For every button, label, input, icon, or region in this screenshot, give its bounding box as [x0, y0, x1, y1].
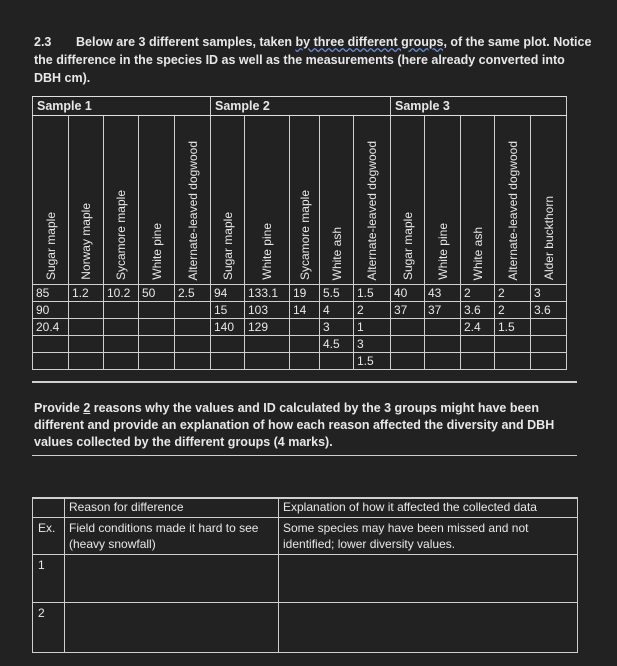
answer-table [32, 497, 578, 653]
species-header [495, 116, 531, 285]
dbh-value-cell [211, 336, 245, 353]
dbh-value-cell [104, 302, 139, 319]
dbh-value-cell: 37 [391, 302, 425, 319]
dbh-value-cell [139, 336, 175, 353]
dbh-value-cell [139, 353, 175, 370]
dbh-value-cell: 2 [495, 285, 531, 302]
species-label: Sugar maple [400, 211, 415, 280]
value-row [33, 353, 567, 370]
dbh-value-cell [245, 353, 290, 370]
dbh-value-cell: 2 [495, 302, 531, 319]
dbh-value-cell [495, 353, 531, 370]
value-row [33, 302, 567, 319]
reason-cell-example: Field conditions made it hard to see (heavy snowfall) [65, 518, 279, 555]
sample-2-title: Sample 2 [211, 97, 391, 116]
question-text-part2: of the same plot. Notice the difference in the species ID as well as the measurements (here already converted into DBH cm). [34, 35, 592, 85]
dbh-value-cell [33, 336, 69, 353]
dbh-value-cell: 94 [211, 285, 245, 302]
prompt-underlined: 2 [83, 401, 91, 415]
dbh-value-cell [104, 319, 139, 336]
species-label: White pine [149, 223, 164, 280]
dbh-value-cell [139, 302, 175, 319]
reason-cell-2[interactable] [65, 603, 279, 653]
species-header [33, 116, 69, 285]
dbh-value-cell: 3.6 [461, 302, 495, 319]
dbh-value-cell: 20.4 [33, 319, 69, 336]
dbh-value-cell: 2.5 [175, 285, 211, 302]
dbh-value-cell [461, 353, 495, 370]
prompt-part1: Provide [34, 401, 84, 415]
dbh-value-cell: 1.5 [495, 319, 531, 336]
species-label: Alternate-leaved dogwood [505, 140, 520, 280]
dbh-value-cell [391, 336, 425, 353]
dbh-value-cell: 85 [33, 285, 69, 302]
species-label: Norway maple [79, 203, 93, 280]
task-prompt [34, 400, 582, 451]
dbh-value-cell [320, 353, 354, 370]
species-label: Sycamore maple [297, 189, 312, 280]
reason-cell-1[interactable] [65, 555, 279, 603]
dbh-value-cell [531, 353, 567, 370]
species-header [425, 116, 461, 285]
dbh-value-cell: 1.5 [354, 353, 391, 370]
dbh-value-cell: 10.2 [104, 285, 139, 302]
samples-table [32, 96, 567, 370]
question-text-part1: Below are 3 different samples, taken [76, 35, 296, 49]
dbh-value-cell: 5.5 [320, 285, 354, 302]
dbh-value-cell: 2.4 [461, 319, 495, 336]
species-label: White ash [329, 226, 344, 280]
species-label: White pine [435, 223, 450, 280]
species-header [211, 116, 245, 285]
dbh-value-cell: 14 [290, 302, 320, 319]
dbh-value-cell [245, 336, 290, 353]
dbh-value-cell [104, 353, 139, 370]
dbh-value-cell [104, 336, 139, 353]
dbh-value-cell: 1.5 [354, 285, 391, 302]
dbh-value-cell: 140 [211, 319, 245, 336]
dbh-value-cell [211, 353, 245, 370]
species-header [290, 116, 320, 285]
answer-label-header [33, 498, 65, 518]
dbh-value-cell: 4.5 [320, 336, 354, 353]
sample-3-title: Sample 3 [391, 97, 567, 116]
species-header [391, 116, 425, 285]
question-text [34, 33, 594, 87]
species-label: Sugar maple [43, 211, 58, 280]
dbh-value-cell [425, 353, 461, 370]
dbh-value-cell: 1 [354, 319, 391, 336]
row-label-example: Ex. [33, 518, 65, 555]
dbh-value-cell [69, 302, 104, 319]
dbh-value-cell: 3.6 [531, 302, 567, 319]
dbh-value-cell: 37 [425, 302, 461, 319]
dbh-value-cell: 129 [245, 319, 290, 336]
species-label: Sycamore maple [114, 189, 128, 280]
dbh-value-cell [495, 336, 531, 353]
dbh-value-cell: 3 [320, 319, 354, 336]
species-header [104, 116, 139, 285]
prompt-part2: reasons why the values and ID calculated by the 3 groups might have been different and provide an explanation of how each reason affected the diversity and DBH values collected by the different groups (4 marks). [34, 401, 555, 449]
species-header [139, 116, 175, 285]
dbh-value-cell [461, 336, 495, 353]
question-number: 2.3 [34, 35, 52, 49]
dbh-value-cell: 50 [139, 285, 175, 302]
dbh-value-cell [69, 319, 104, 336]
reason-header: Reason for difference [65, 498, 279, 518]
value-row [33, 285, 567, 302]
row-label-1: 1 [33, 555, 65, 603]
dbh-value-cell: 90 [33, 302, 69, 319]
species-header [531, 116, 567, 285]
dbh-value-cell: 2 [461, 285, 495, 302]
dbh-value-cell: 4 [320, 302, 354, 319]
species-header [461, 116, 495, 285]
dbh-value-cell: 103 [245, 302, 290, 319]
dbh-value-cell [139, 319, 175, 336]
species-header [69, 116, 104, 285]
dbh-value-cell [69, 336, 104, 353]
dbh-value-cell: 1.2 [69, 285, 104, 302]
dbh-value-cell [425, 336, 461, 353]
dbh-value-cell [531, 336, 567, 353]
dbh-value-cell [69, 353, 104, 370]
dbh-value-cell: 43 [425, 285, 461, 302]
section-divider [32, 381, 577, 383]
species-label: Sugar maple [220, 211, 235, 280]
dbh-value-cell [175, 353, 211, 370]
sample-1-title: Sample 1 [33, 97, 211, 116]
value-row [33, 336, 567, 353]
dbh-value-cell [290, 353, 320, 370]
species-header [175, 116, 211, 285]
dbh-value-cell: 3 [354, 336, 391, 353]
species-label: White pine [260, 223, 274, 280]
dbh-value-cell: 2 [354, 302, 391, 319]
species-label: Alder buckthorn [541, 195, 556, 280]
dbh-value-cell [33, 353, 69, 370]
species-header [354, 116, 391, 285]
dbh-value-cell: 40 [391, 285, 425, 302]
dbh-value-cell [425, 319, 461, 336]
dbh-value-cell [175, 302, 211, 319]
species-label: Alternate-leaved dogwood [365, 140, 379, 280]
value-row [33, 319, 567, 336]
dbh-value-cell [531, 319, 567, 336]
dbh-value-cell: 15 [211, 302, 245, 319]
dbh-value-cell [290, 336, 320, 353]
dbh-value-cell [391, 319, 425, 336]
prompt-divider [32, 455, 577, 456]
row-label-2: 2 [33, 603, 65, 653]
dbh-value-cell [175, 319, 211, 336]
dbh-value-cell [290, 319, 320, 336]
species-label: Alternate-leaved dogwood [185, 140, 200, 280]
explanation-header: Explanation of how it affected the collected data [279, 498, 578, 518]
explanation-cell-2[interactable] [279, 603, 578, 653]
dbh-value-cell [391, 353, 425, 370]
dbh-value-cell: 133.1 [245, 285, 290, 302]
explanation-cell-example: Some species may have been missed and not identified; lower diversity values. [279, 518, 578, 555]
species-label: White ash [470, 226, 485, 280]
explanation-cell-1[interactable] [279, 555, 578, 603]
dbh-values [33, 285, 567, 370]
dbh-value-cell: 19 [290, 285, 320, 302]
question-text-underlined: by three different groups, [295, 35, 447, 49]
dbh-value-cell: 3 [531, 285, 567, 302]
dbh-value-cell [175, 336, 211, 353]
species-header [245, 116, 290, 285]
species-header [320, 116, 354, 285]
